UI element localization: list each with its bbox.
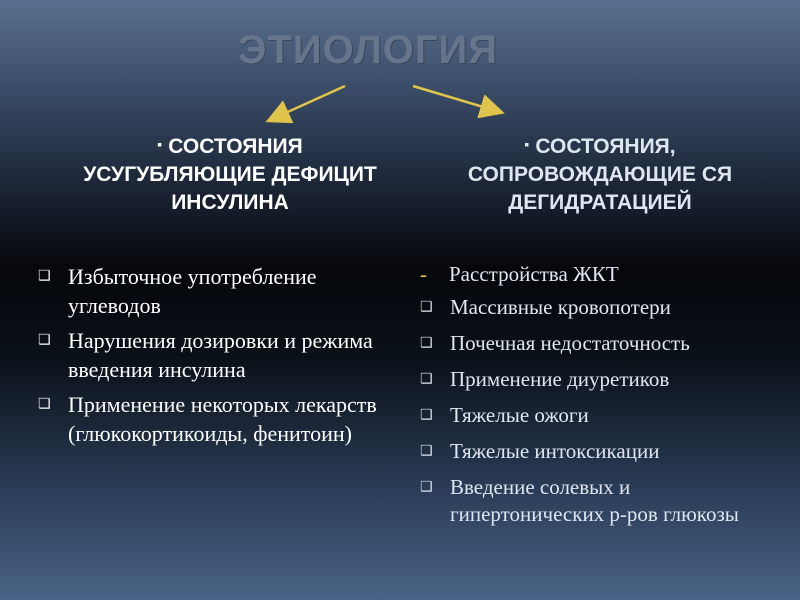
left-heading-text: СОСТОЯНИЯ УСУГУБЛЯЮЩИЕ ДЕФИЦИТ ИНСУЛИНА	[83, 135, 377, 214]
checkbox-bullet-icon: ❑	[420, 443, 433, 459]
right-arrow	[413, 86, 500, 112]
list-item: ❑ Применение некоторых лекарств (глюкокортикоиды, фенитоин)	[38, 392, 377, 446]
right-cause-list	[420, 294, 780, 537]
list-item: ❑ Тяжелые интоксикации	[420, 439, 660, 463]
heading-bullet-icon: ▪	[524, 136, 530, 152]
list-item: ❑ Введение солевых и гипертонических р-ров глюкозы	[420, 475, 739, 526]
dash-bullet-icon: -	[420, 262, 427, 286]
list-item: ❑ Тяжелые ожоги	[420, 403, 589, 427]
heading-bullet-icon: ▪	[157, 136, 163, 152]
checkbox-bullet-icon: ❑	[420, 479, 433, 495]
checkbox-bullet-icon: ❑	[420, 299, 433, 315]
right-column-heading	[440, 130, 760, 217]
list-item: ❑ Применение диуретиков	[420, 367, 670, 391]
list-item: ❑ Избыточное употребление углеводов	[38, 264, 317, 318]
list-item: ❑ Нарушения дозировки и режима введения инсулина	[38, 328, 373, 382]
checkbox-bullet-icon: ❑	[420, 371, 433, 387]
checkbox-bullet-icon: ❑	[38, 268, 51, 284]
list-item: ❑ Массивные кровопотери	[420, 295, 671, 319]
checkbox-bullet-icon: ❑	[420, 407, 433, 423]
list-item: ❑ Почечная недостаточность	[420, 331, 690, 355]
checkbox-bullet-icon: ❑	[38, 396, 51, 412]
slide-title: ЭТИОЛОГИЯ	[237, 28, 499, 72]
right-first-item: - Расстройства ЖКТ	[420, 262, 619, 286]
left-cause-list	[38, 262, 378, 454]
left-arrow	[270, 86, 345, 120]
checkbox-bullet-icon: ❑	[420, 335, 433, 351]
left-column-heading	[70, 130, 390, 217]
right-heading-text: СОСТОЯНИЯ, СОПРОВОЖДАЮЩИЕ СЯ ДЕГИДРАТАЦИЕЙ	[467, 135, 733, 214]
checkbox-bullet-icon: ❑	[38, 332, 51, 348]
